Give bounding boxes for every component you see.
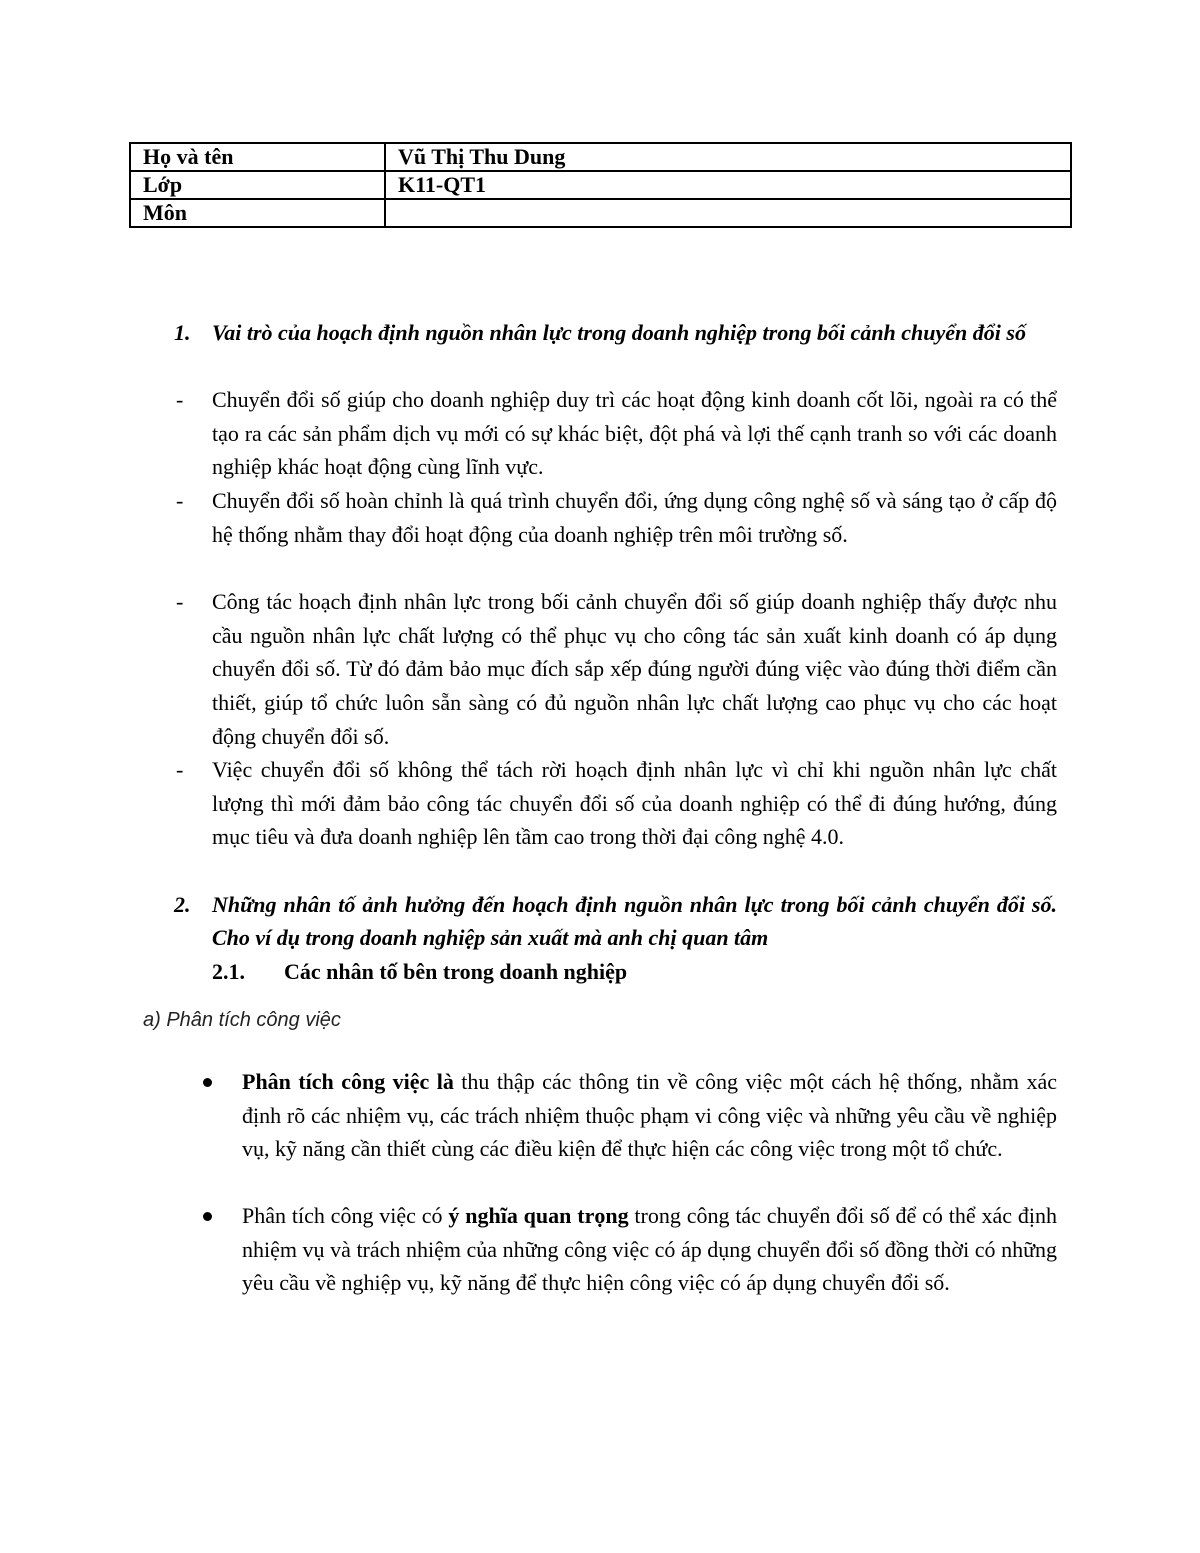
dash-marker: -: [176, 387, 184, 412]
dash-marker: -: [176, 757, 184, 782]
subject-label: Môn: [130, 199, 385, 227]
class-label: Lớp: [130, 171, 385, 199]
sub-item-a-heading: a) Phân tích công việc: [143, 1009, 341, 1031]
section-2-title: Những nhân tố ảnh hưởng đến hoạch định nguồn nhân lực trong bối cảnh chuyển đổi số. Cho ví dụ trong doanh nghiệp sản xuất mà anh chị quan tâm: [212, 892, 1057, 950]
bullet-bold-text: ý nghĩa quan trọng: [448, 1203, 629, 1228]
name-label: Họ và tên: [130, 143, 385, 171]
table-row: [130, 199, 1071, 227]
section-1-item: Công tác hoạch định nhân lực trong bối cảnh chuyển đổi số giúp doanh nghiệp thấy được nhu cầu nguồn nhân lực chất lượng có thể phục vụ cho công tác sản xuất kinh doanh có áp dụng chuyển đổi số. Từ đó đảm bảo mục đích sắp xếp đúng người đúng việc vào đúng thời điểm cần thiết, giúp tổ chức luôn sẵn sàng có đủ nguồn nhân lực chất lượng cao phục vụ cho các hoạt động chuyển đổi số.: [212, 589, 1057, 749]
bullet-text: trong công tác chuyển đổi số để có thể xác định nhiệm vụ và trách nhiệm của những công việc có áp dụng chuyển đổi số đồng thời có những yêu cầu về nghiệp vụ, kỹ năng để thực hiện công việc có áp dụng chuyển đổi số.: [242, 1203, 1057, 1296]
table-row: [130, 143, 1071, 171]
section-1-title: Vai trò của hoạch định nguồn nhân lực trong doanh nghiệp trong bối cảnh chuyển đổi số: [212, 320, 1026, 345]
section-1-number: 1.: [174, 320, 191, 345]
bullet-pre-text: Phân tích công việc có: [242, 1203, 449, 1228]
bullet-item: [242, 1065, 1057, 1166]
bullet-dot-icon: [203, 1078, 212, 1087]
subsection-heading: [212, 955, 627, 988]
student-info-table: [129, 142, 1072, 228]
bullet-text: thu thập các thông tin về công việc một cách hệ thống, nhằm xác định rõ các nhiệm vụ, các trách nhiệm thuộc phạm vi công việc và những yêu cầu về nghiệp vụ, kỹ năng cần thiết cùng các điều kiện để thực hiện các công việc trong một tổ chức.: [242, 1069, 1058, 1162]
subsection-title: Các nhân tố bên trong doanh nghiệp: [284, 959, 628, 984]
bullet-dot-icon: [203, 1212, 212, 1221]
subject-value: [385, 199, 1071, 227]
section-1-item: Chuyển đổi số giúp cho doanh nghiệp duy trì các hoạt động kinh doanh cốt lõi, ngoài ra có thể tạo ra các sản phẩm dịch vụ mới có sự khác biệt, đột phá và lợi thế cạnh tranh so với các doanh nghiệp khác hoạt động cùng lĩnh vực.: [212, 387, 1057, 480]
subsection-number: 2.1.: [212, 959, 245, 984]
dash-marker: -: [176, 488, 184, 513]
section-1-item: Việc chuyển đổi số không thể tách rời hoạch định nhân lực vì chỉ khi nguồn nhân lực chất lượng thì mới đảm bảo công tác chuyển đổi số của doanh nghiệp có thể đi đúng hướng, đúng mục tiêu và đưa doanh nghiệp lên tầm cao trong thời đại công nghệ 4.0.: [212, 757, 1057, 850]
table-row: [130, 171, 1071, 199]
section-2-number: 2.: [174, 892, 191, 917]
class-value: K11-QT1: [385, 171, 1071, 199]
section-1-item: Chuyển đổi số hoàn chỉnh là quá trình chuyển đổi, ứng dụng công nghệ số và sáng tạo ở cấp độ hệ thống nhằm thay đổi hoạt động của doanh nghiệp trên môi trường số.: [212, 488, 1057, 547]
name-value: Vũ Thị Thu Dung: [385, 143, 1071, 171]
dash-marker: -: [176, 589, 184, 614]
bullet-item: [242, 1199, 1057, 1300]
bullet-bold-text: Phân tích công việc là: [242, 1069, 454, 1094]
